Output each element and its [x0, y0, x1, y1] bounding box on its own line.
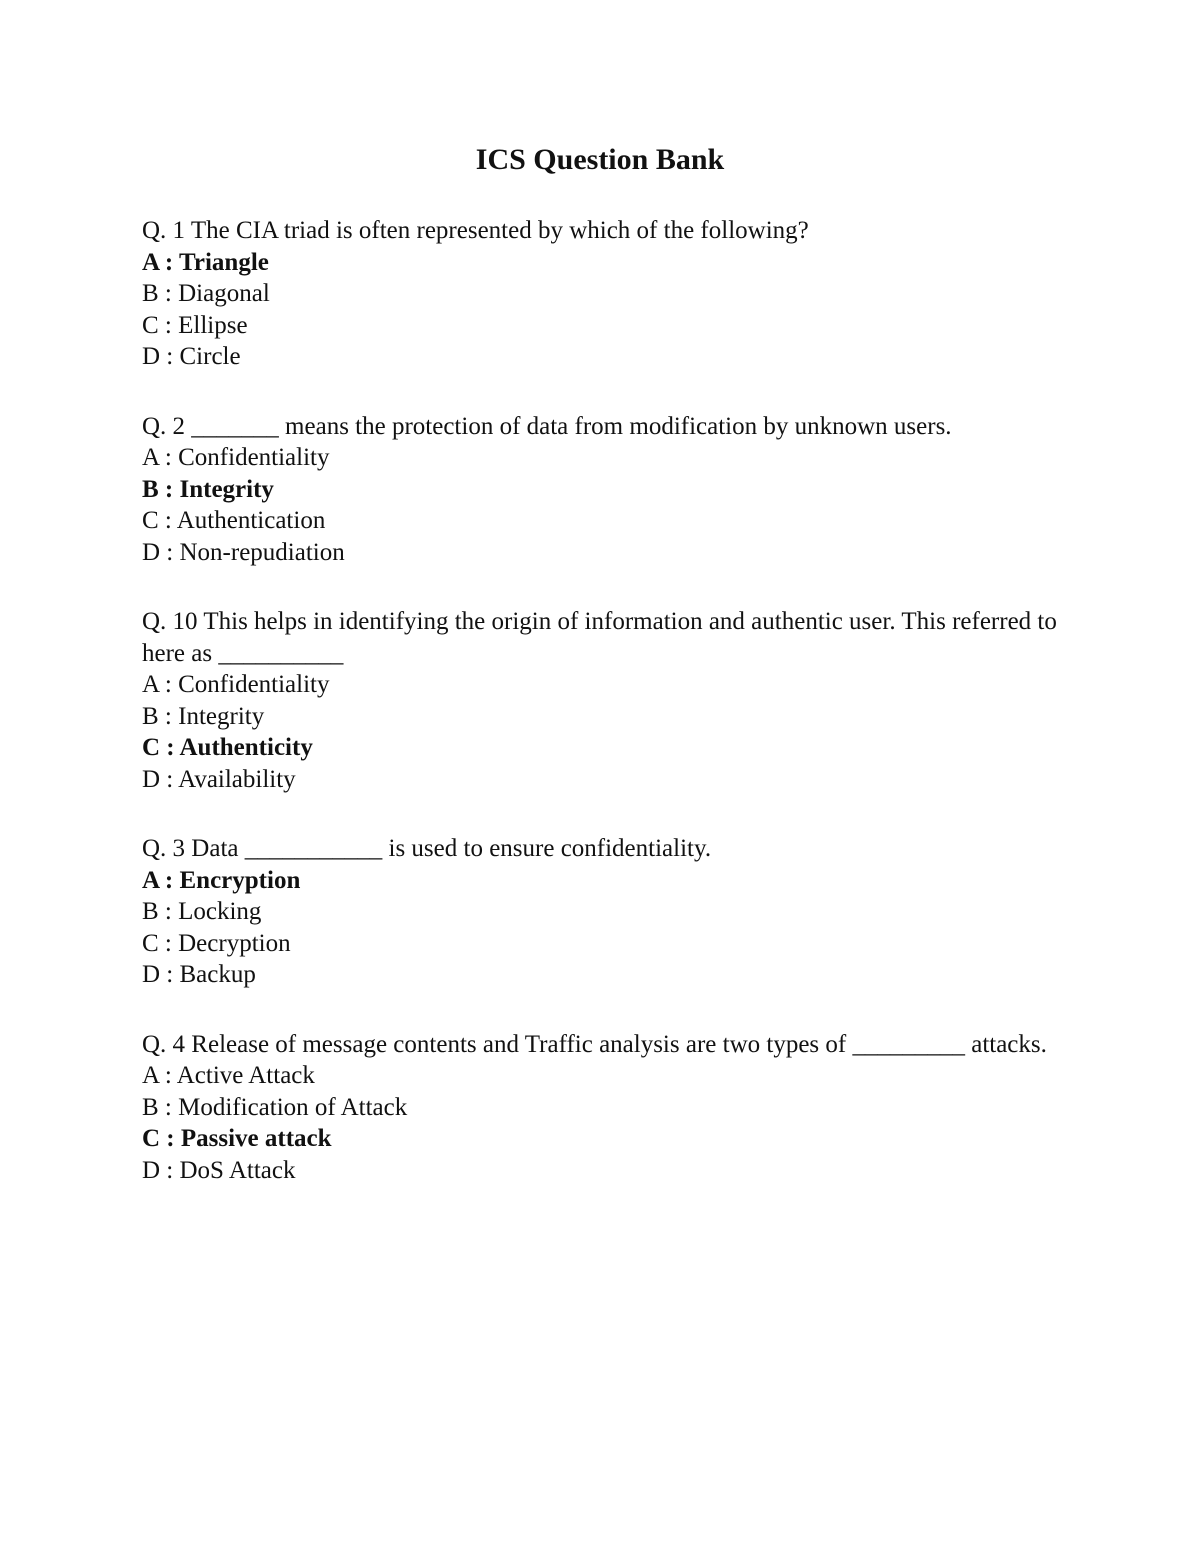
option-b: B : Integrity: [142, 702, 265, 730]
option-c: C : Authenticity: [142, 734, 313, 761]
option-b: B : Diagonal: [142, 280, 270, 307]
question-text: Q. 4 Release of message contents and Traffic analysis are two types of _________ attacks.: [142, 1030, 1047, 1058]
option-c: C : Ellipse: [142, 311, 248, 339]
option-c: C : Passive attack: [142, 1125, 332, 1152]
option-b: B : Modification of Attack: [142, 1093, 408, 1121]
option-a: A : Confidentiality: [142, 444, 330, 471]
question-list: [142, 215, 1062, 1224]
question-4: [142, 1029, 1062, 1187]
option-a: A : Encryption: [142, 866, 301, 894]
option-a: A : Triangle: [142, 248, 269, 276]
option-d: D : DoS Attack: [142, 1156, 296, 1184]
question-1: [142, 215, 1062, 373]
option-d: D : Availability: [142, 765, 296, 793]
option-c: C : Decryption: [142, 929, 291, 957]
question-text: Q. 2 _______ means the protection of data from modification by unknown users.: [142, 412, 952, 440]
option-d: D : Circle: [142, 343, 241, 370]
option-d: D : Backup: [142, 961, 256, 988]
option-a: A : Confidentiality: [142, 671, 330, 698]
question-text: Q. 3 Data ___________ is used to ensure confidentiality.: [142, 835, 712, 862]
question-text: Q. 10 This helps in identifying the origin of information and authentic user. This referred to here as __________: [142, 608, 1057, 667]
question-text: Q. 1 The CIA triad is often represented by which of the following?: [142, 217, 809, 244]
question-10: [142, 606, 1062, 795]
question-2: [142, 411, 1062, 569]
option-c: C : Authentication: [142, 507, 326, 534]
page-title: ICS Question Bank: [475, 143, 725, 176]
option-b: B : Locking: [142, 898, 262, 925]
option-a: A : Active Attack: [142, 1062, 315, 1089]
option-b: B : Integrity: [142, 475, 274, 503]
option-d: D : Non-repudiation: [142, 538, 345, 566]
question-3: [142, 833, 1062, 991]
